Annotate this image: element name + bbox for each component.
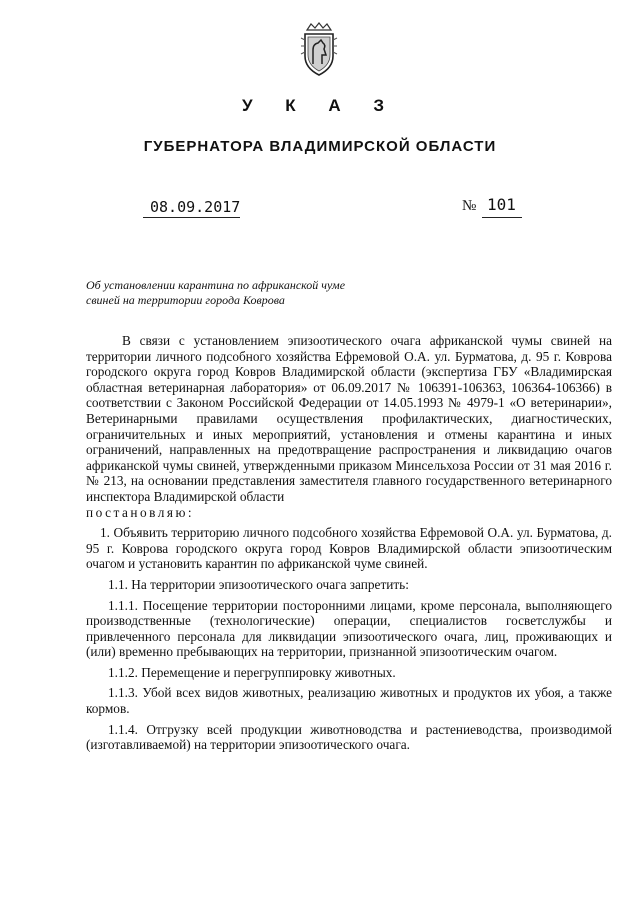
decree-caption bbox=[86, 278, 386, 308]
decree-number: 101 bbox=[487, 195, 516, 214]
preamble-paragraph: В связи с установлением эпизоотического очага африканской чумы свиней на территории личного подсобного хозяйства Ефремовой О.А. ул. Бурматова, д. 95 г. Коврова городского округа город Ковров Владимирской области (экспертиза ГБУ «Владимирская областная ветеринарная лаборатория» от 06.09.2017 № 106391-106363, 106364-106366) в соответствии с Законом Российской Федерации от 14.05.1993 № 4979-1 «О ветеринарии», Ветеринарными правилами осуществления профилактических, диагностических, ограничительных и иных мероприятий, установления и отмены карантина и иных ограничений, направленных на предотвращение распространения и ликвидацию очагов африканской чумы свиней, утвержденными приказом Минсельхоза России от 31 мая 2016 г. № 213, на основании представления заместителя главного государственного ветеринарного инспектора Владимирской области bbox=[86, 333, 612, 504]
document-title: У К А З bbox=[241, 96, 399, 115]
caption-line-2: свиней на территории города Коврова bbox=[86, 293, 285, 307]
paragraph-1: 1. Объявить территорию личного подсобного хозяйства Ефремовой О.А. ул. Бурматова, д. 95 г. Коврова городского округа город Ковров Владимирской области эпизоотическим очагом и установить карантин по африканской чуме свиней. bbox=[86, 525, 612, 572]
paragraph-1-1-3: 1.1.3. Убой всех видов животных, реализацию животных и продуктов их убоя, а также кормов. bbox=[86, 685, 612, 717]
caption-line-1: Об установлении карантина по африканской чуме bbox=[86, 278, 346, 292]
decree-body bbox=[86, 333, 612, 753]
date-underline bbox=[143, 217, 240, 218]
decree-word: постановляю: bbox=[86, 504, 195, 520]
decree-date: 08.09.2017 bbox=[150, 198, 241, 216]
coat-of-arms-icon bbox=[298, 22, 340, 78]
paragraph-1-1-4: 1.1.4. Отгрузку всей продукции животноводства и растениеводства, производимой (изготавливаемой) на территории эпизоотического очага. bbox=[86, 721, 612, 753]
number-underline bbox=[482, 217, 522, 218]
paragraph-1-1-1: 1.1.1. Посещение территории посторонними лицами, кроме персонала, выполняющего производственные (технологические) операции, специалистов госветслужбы и привлеченного персонала для ликвидации эпизоотического очага, лиц, проживающих и (или) временно пребывающих на территории, признанной эпизоотическим очагом. bbox=[86, 597, 612, 660]
number-label: № bbox=[462, 198, 477, 214]
paragraph-1-1-2: 1.1.2. Перемещение и перегруппировку животных. bbox=[108, 664, 396, 680]
paragraph-1-1: 1.1. На территории эпизоотического очага запретить: bbox=[108, 576, 409, 592]
document-subtitle: ГУБЕРНАТОРА ВЛАДИМИРСКОЙ ОБЛАСТИ bbox=[143, 138, 497, 155]
